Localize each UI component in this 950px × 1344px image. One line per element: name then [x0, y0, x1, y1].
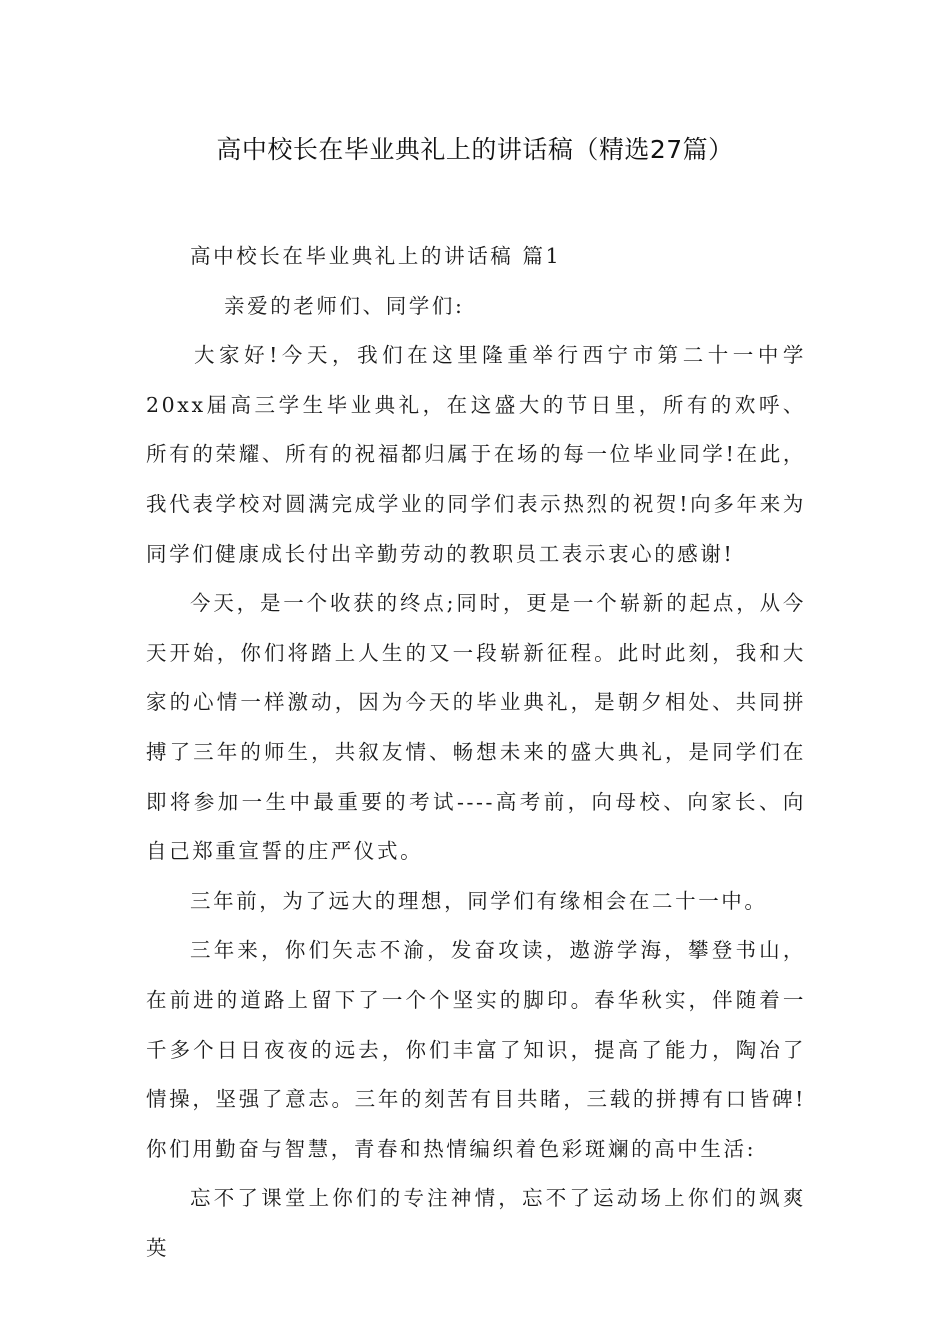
- paragraph: 大家好!今天，我们在这里隆重举行西宁市第二十一中学20xx届高三学生毕业典礼，在这盛大的节日里，所有的欢呼、所有的荣耀、所有的祝福都归属于在场的每一位毕业同学!在此，我代表学校对圆满完成学业的同学们表示热烈的祝贺!向多年来为同学们健康成长付出辛勤劳动的教职员工表示衷心的感谢!: [146, 343, 806, 566]
- paragraph: 三年来，你们矢志不渝，发奋攻读，遨游学海，攀登书山，在前进的道路上留下了一个个坚实的脚印。春华秋实，伴随着一千多个日日夜夜的远去，你们丰富了知识，提高了能力，陶冶了情操，坚强了意志。三年的刻苦有目共睹，三载的拼搏有口皆碑!你们用勤奋与智慧，青春和热情编织着色彩斑斓的高中生活:: [146, 938, 806, 1161]
- section-heading: 高中校长在毕业典礼上的讲话稿 篇1: [190, 244, 562, 268]
- paragraph: 忘不了课堂上你们的专注神情，忘不了运动场上你们的飒爽英: [146, 1186, 806, 1260]
- document-title: 高中校长在毕业典礼上的讲话稿（精选27篇）: [216, 135, 734, 164]
- paragraph: 三年前，为了远大的理想，同学们有缘相会在二十一中。: [190, 888, 768, 913]
- document-body: [146, 232, 806, 1273]
- salutation: 亲爱的老师们、同学们:: [224, 293, 465, 318]
- paragraph: 今天，是一个收获的终点;同时，更是一个崭新的起点，从今天开始，你们将踏上人生的又一段崭新征程。此时此刻，我和大家的心情一样激动，因为今天的毕业典礼，是朝夕相处、共同拼搏了三年的师生，共叙友情、畅想未来的盛大典礼，是同学们在即将参加一生中最重要的考试----高考前，向母校、向家长、向自己郑重宣誓的庄严仪式。: [146, 591, 806, 864]
